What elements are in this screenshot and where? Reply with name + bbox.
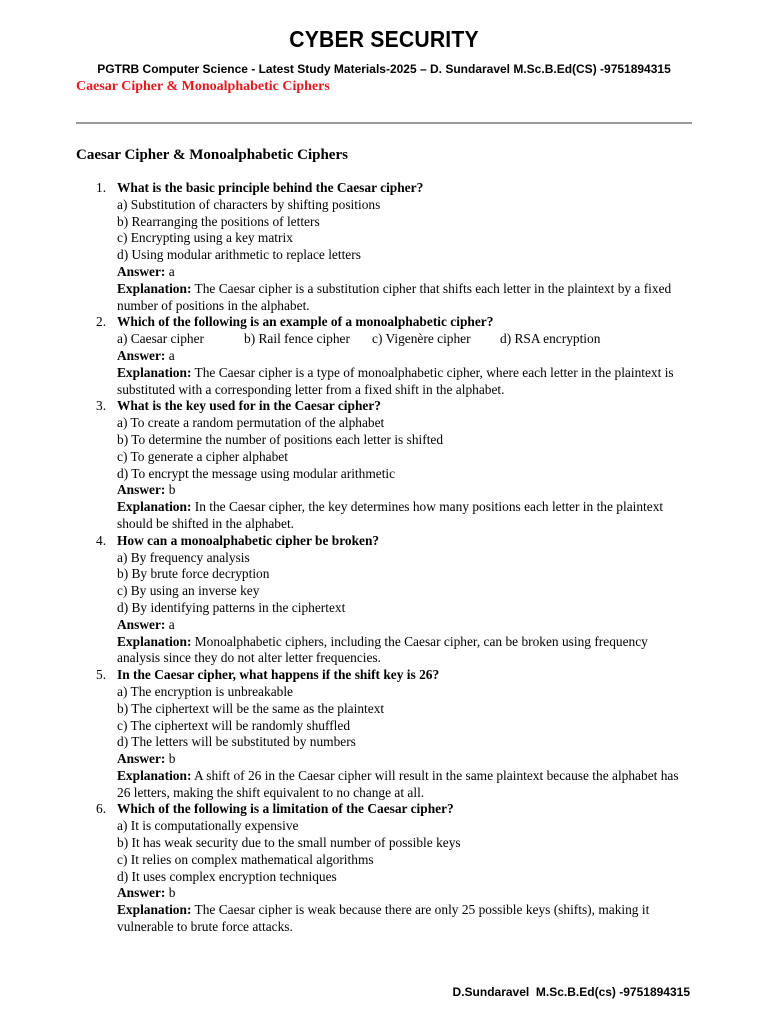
option: a) To create a random permutation of the alphabet [117,415,385,431]
question-number: 2. [96,314,107,330]
inline-options [117,331,686,348]
option: b) To determine the number of positions each letter is shifted [117,431,444,447]
explanation-label: Explanation: [117,499,192,515]
option: d) The letters will be substituted by numbers [117,734,356,750]
answer-label: Answer: [117,263,166,279]
question-item [96,398,686,532]
explanation-text: The Caesar cipher is a type of monoalphabetic cipher, where each letter in the plaintext is substituted with a corresponding letter from a fixed shift in the alphabet. [117,364,674,397]
option: d) Using modular arithmetic to replace letters [117,247,361,263]
option: d) RSA encryption [500,331,601,347]
page-footer: D.Sundaravel M.Sc.B.Ed(cs) -9751894315 [452,985,690,999]
option: a) The encryption is unbreakable [117,683,293,699]
question-text: What is the basic principle behind the Caesar cipher? [117,180,424,195]
answer-line [117,264,686,281]
option: b) The ciphertext will be the same as the plaintext [117,700,385,716]
answer-value: b [165,751,176,767]
document-subtitle: PGTRB Computer Science - Latest Study Materials-2025 – D. Sundaravel M.Sc.B.Ed(CS) -9751894315 [97,62,671,76]
document-title: CYBER SECURITY [289,26,479,52]
option: d) It uses complex encryption techniques [117,868,337,884]
option: c) To generate a cipher alphabet [117,448,288,464]
option: b) It has weak security due to the small number of possible keys [117,835,461,851]
answer-line [117,751,686,768]
explanation-text: In the Caesar cipher, the key determines how many positions each letter in the plaintext should be shifted in the alphabet. [117,499,664,531]
option: a) It is computationally expensive [117,818,299,834]
explanation-label: Explanation: [117,767,192,783]
question-number: 6. [96,801,107,817]
explanation-label: Explanation: [117,633,192,649]
explanation-line [117,902,686,936]
answer-label: Answer: [117,616,166,632]
option: a) By frequency analysis [117,549,250,565]
question-number: 1. [96,180,107,195]
option: c) It relies on complex mathematical algorithms [117,851,374,867]
answer-line [117,885,686,902]
option: d) To encrypt the message using modular arithmetic [117,465,396,481]
answer-line [117,482,686,499]
section-heading: Caesar Cipher & Monoalphabetic Ciphers [76,147,348,163]
question-list [96,180,686,936]
question-number: 3. [96,398,107,414]
answer-label: Answer: [117,885,166,901]
explanation-text: The Caesar cipher is a substitution cipher that shifts each letter in the plaintext by a fixed number of positions in the alphabet. [117,280,672,313]
answer-label: Answer: [117,347,166,363]
question-item [96,667,686,801]
answer-value: b [165,885,176,901]
answer-value: a [165,263,175,279]
explanation-line [117,281,686,315]
option: a) Substitution of characters by shifting positions [117,196,381,212]
divider-line [76,122,692,124]
question-text: In the Caesar cipher, what happens if the shift key is 26? [117,667,440,683]
answer-label: Answer: [117,482,166,498]
answer-label: Answer: [117,751,166,767]
question-item [96,533,686,667]
explanation-line [117,768,686,802]
question-item [96,180,686,314]
option: a) Caesar cipher [117,331,204,347]
option: b) Rearranging the positions of letters [117,213,320,229]
question-number: 5. [96,667,107,683]
topic-heading: Caesar Cipher & Monoalphabetic Ciphers [76,79,330,94]
answer-line [117,617,686,634]
question-text: How can a monoalphabetic cipher be broken? [117,532,380,548]
option: b) Rail fence cipher [244,331,350,347]
explanation-label: Explanation: [117,364,192,380]
question-text: What is the key used for in the Caesar cipher? [117,398,381,414]
option: d) By identifying patterns in the ciphertext [117,599,346,615]
option: b) By brute force decryption [117,566,270,582]
option: c) Encrypting using a key matrix [117,230,293,246]
answer-value: a [165,616,175,632]
question-item [96,801,686,935]
option: c) The ciphertext will be randomly shuffled [117,717,351,733]
question-text: Which of the following is a limitation of the Caesar cipher? [117,801,454,817]
question-number: 4. [96,532,107,548]
explanation-line [117,499,686,533]
answer-line [117,348,686,365]
question-item [96,314,686,398]
explanation-text: A shift of 26 in the Caesar cipher will result in the same plaintext because the alphabet has 26 letters, making the shift equivalent to no change at all. [117,767,679,800]
answer-value: a [165,347,175,363]
explanation-line [117,634,686,668]
option: c) By using an inverse key [117,583,260,599]
answer-value: b [165,482,176,498]
explanation-text: The Caesar cipher is weak because there are only 25 possible keys (shifts), making it vulnerable to brute force attacks. [117,902,650,935]
explanation-text: Monoalphabetic ciphers, including the Caesar cipher, can be broken using frequency analysis since they do not alter letter frequencies. [117,633,648,666]
explanation-label: Explanation: [117,280,192,296]
explanation-line [117,365,686,399]
explanation-label: Explanation: [117,902,192,918]
question-text: Which of the following is an example of a monoalphabetic cipher? [117,314,494,330]
option: c) Vigenère cipher [372,331,471,347]
